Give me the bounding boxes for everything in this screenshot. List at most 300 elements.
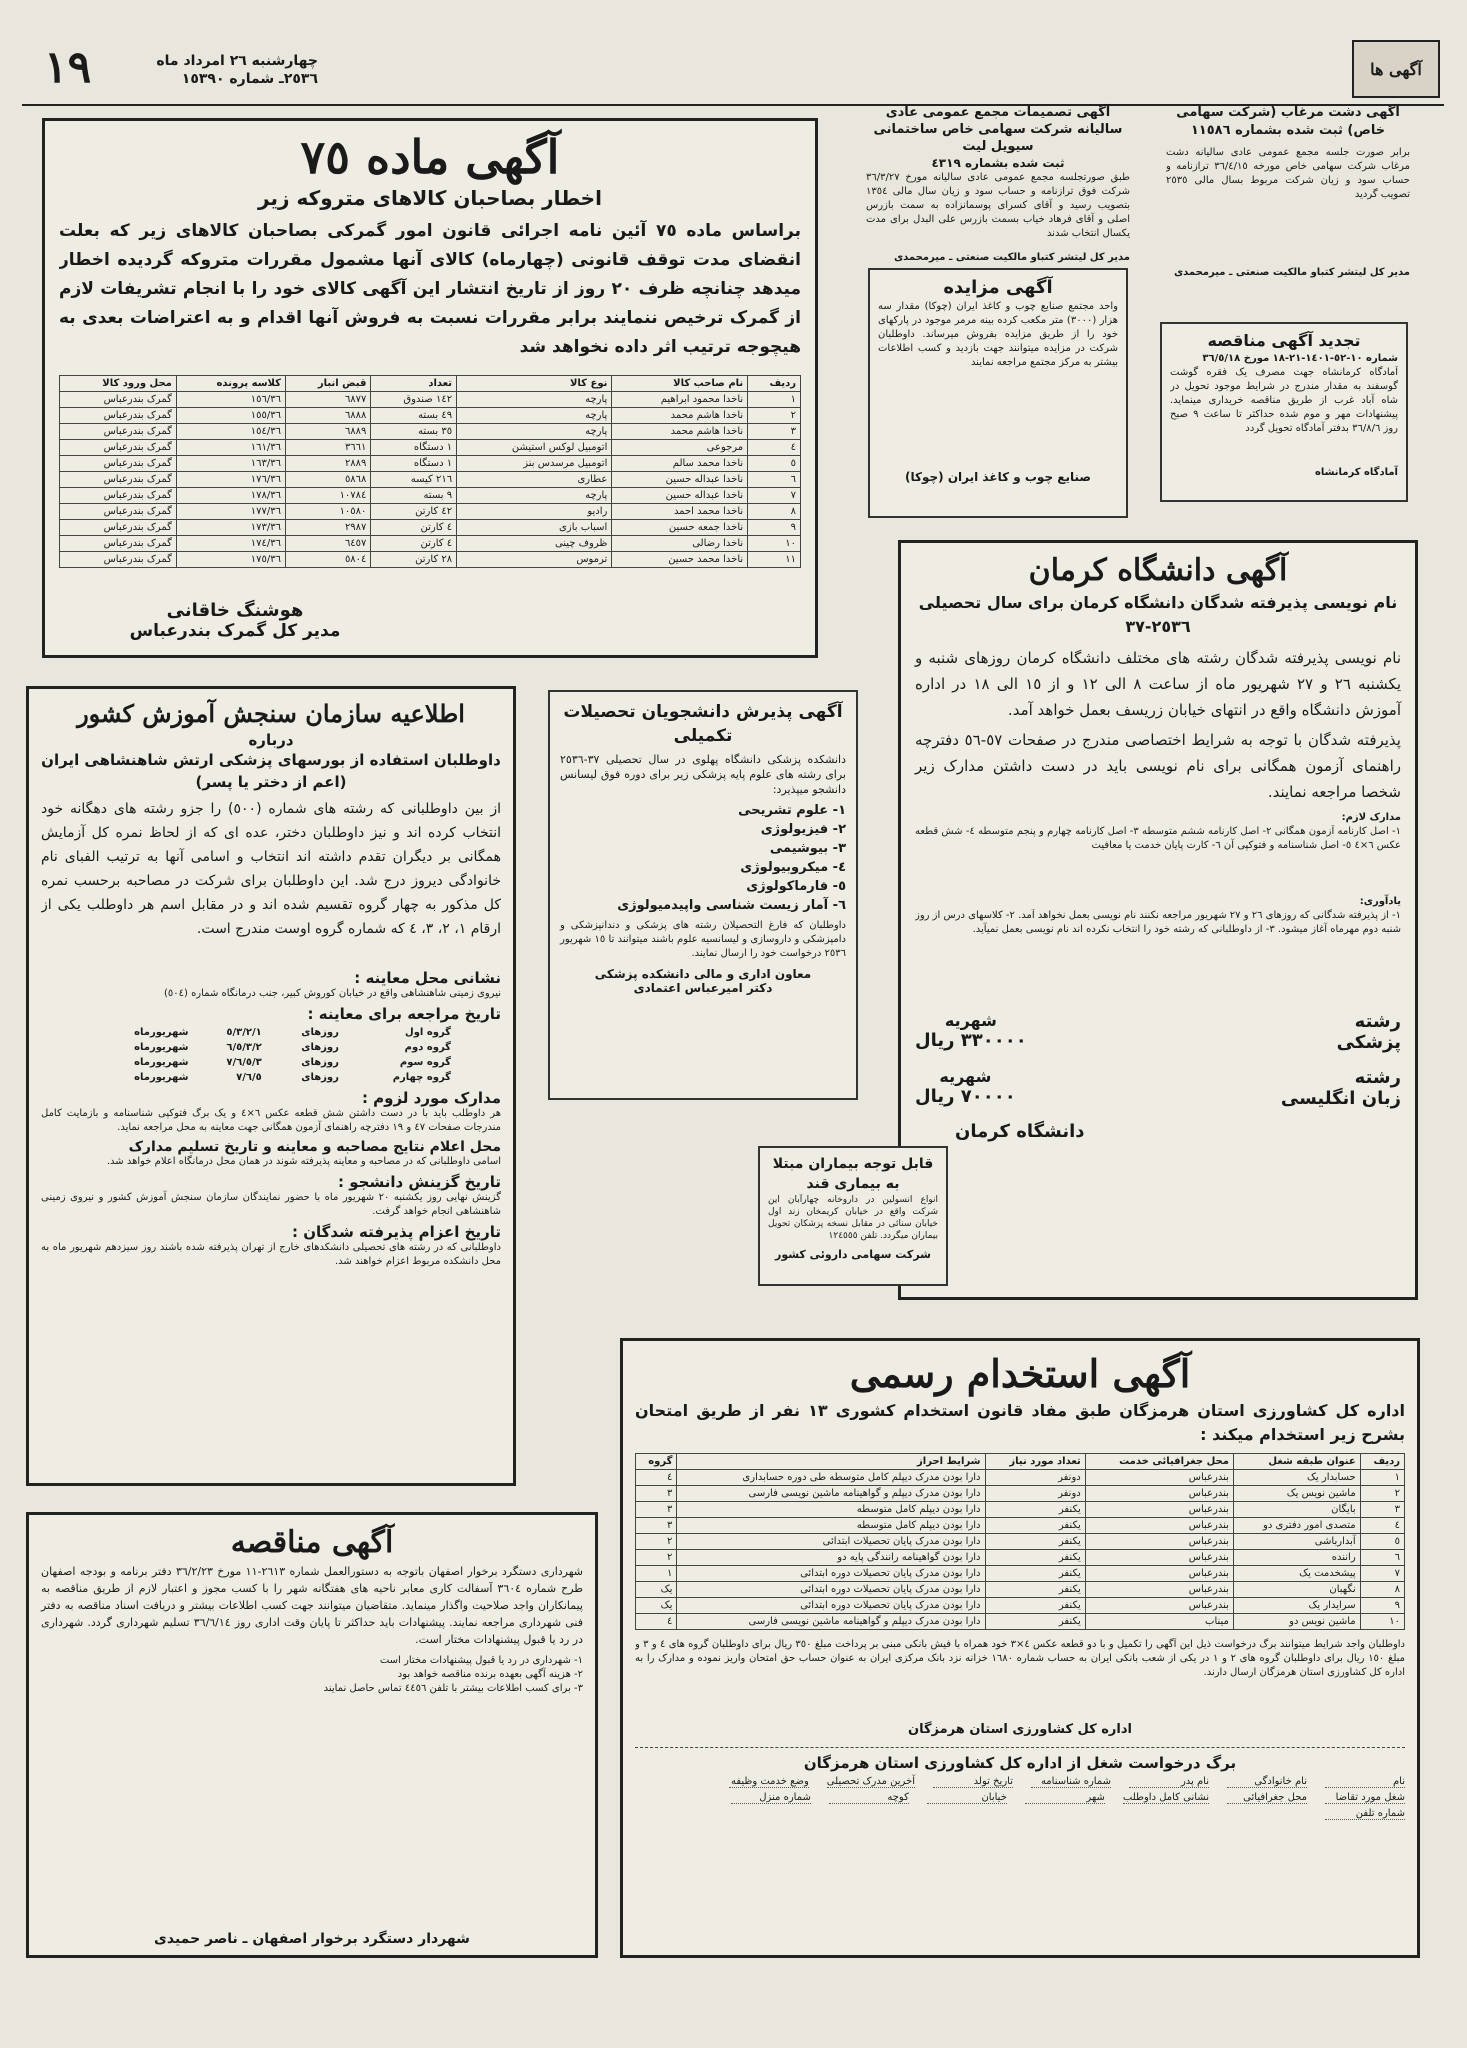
group-cell: شهریورماه [134, 1072, 189, 1083]
table-cell: گمرک بندرعباس [60, 536, 177, 552]
table-cell: ٢ [636, 1534, 677, 1550]
column-header: کلاسه پرونده [176, 376, 285, 392]
table-cell: ٣٥ بسته [371, 424, 457, 440]
table-cell: بندرعباس [1085, 1518, 1233, 1534]
sanjesh-dispatch-head: تاریخ اعزام پذیرفته شدگان : [292, 1223, 501, 1241]
signature-name: هوشنگ خاقانی [166, 600, 304, 621]
table-cell: ١٧٦/٣٦ [176, 472, 285, 488]
group-cell: روزهای [301, 1057, 339, 1068]
kerman-sign: دانشگاه کرمان [955, 1121, 1085, 1142]
dasht-morghab-title: آگهی دشت مرغاب (شرکت سهامی خاص) ثبت شده بشماره ١١٥٨٦ [1176, 105, 1400, 138]
table-cell: ٤٩ بسته [371, 408, 457, 424]
dasht-morghab-body: برابر صورت جلسه مجمع عمومی عادی سالیانه دشت مرغاب شرکت سهامی خاص مورخه ٣٦/٤/١٥ ترازنامه و حساب سود و زیان شرکت مربوط بسال مالی ٢٥٣٥ تصویب گردید [1166, 147, 1410, 200]
table-cell: گمرک بندرعباس [60, 440, 177, 456]
ad-75-table [59, 375, 801, 568]
table-cell: یک [636, 1598, 677, 1614]
table-cell: ١٧٨/٣٦ [176, 488, 285, 504]
table-cell: دارا بودن مدرک پایان تحصیلات دوره ابتدائی [677, 1566, 985, 1582]
table-cell: دارا بودن دیپلم کامل متوسطه [677, 1502, 985, 1518]
table-cell: حسابدار یک [1233, 1470, 1360, 1486]
table-cell: ١٥٦/٣٦ [176, 392, 285, 408]
table-cell: گمرک بندرعباس [60, 488, 177, 504]
table-cell: ٤ [636, 1470, 677, 1486]
table-cell: ١٠٧٨٤ [285, 488, 370, 504]
auction-body: واحد مجتمع صنایع چوب و کاغذ ایران (چوکا) مقدار سه هزار (٣٠٠٠) متر مکعب کرده بینه مرمر موجود در پارکهای خود را از طریق مزایده بفروش میرساند. داوطلبان شرکت در مزایده میتوانند جهت بازدید و کسب اطلاعات بیشتر به مرکز مجتمع مراجعه نمایند [878, 301, 1118, 368]
sanjesh-subtitle: داوطلبان استفاده از بورسهای پزشکی ارتش شاهنشاهی ایران (اعم از دختر یا پسر) [41, 751, 501, 791]
table-row [636, 1614, 1405, 1630]
table-cell: یکنفر [985, 1566, 1085, 1582]
section-logo [1352, 40, 1440, 98]
sanjesh-select-head: تاریخ گزینش دانشجو : [338, 1173, 501, 1191]
sanjesh-groups-table [87, 1025, 455, 1085]
date-line [118, 52, 318, 88]
kerman-para2: پذیرفته شدگان با توجه به شرایط اختصاصی مندرج در صفحات ٥٧-٥٦ دفترچه راهنمای آزمون همگانی برای نام نویسی باید در دست داشتن مدارک زیر شخصا مراجعه نمایند. [915, 731, 1401, 801]
field-name: زبان انگلیسی [1280, 1088, 1401, 1109]
table-cell: ماشین نویس یک [1233, 1486, 1360, 1502]
table-cell: ٣ [636, 1486, 677, 1502]
fee-value: ٧٠٠٠٠ ریال [915, 1086, 1016, 1107]
kerman-docs: ١- اصل کارنامه آزمون همگانی ٢- اصل کارنامه ششم متوسطه ٣- اصل کارنامه چهارم و پنجم متوسطه ٤- شش قطعه عکس ٦×٤ ٥- اصل شناسنامه و فتوکپی آن ٦- کارت پایان خدمت یا معافیت [915, 826, 1401, 851]
table-cell: بندرعباس [1085, 1598, 1233, 1614]
table-cell: گمرک بندرعباس [60, 424, 177, 440]
sanjesh-place-head: نشانی محل معاینه : [354, 969, 501, 987]
table-row [636, 1534, 1405, 1550]
table-cell: گمرک بندرعباس [60, 504, 177, 520]
ad-75-body: براساس ماده ٧٥ آئین نامه اجرائی قانون امور گمرکی بصاحبان کالاهای زیر که بعلت انقضای مدت توقف قانونی (چهارماه) کالای آنها مشمول مقررات متروکه گردیده اخطار میدهد چنانچه ظرف ٢٠ روز از تاریخ انتشار این آگهی کالای خود را با انجام تشریفات لازم از گمرک ترخیص ننمایند برابر مقررات نسبت به فروش آنها اقدام و به اعتراضات بعدی به هیچوجه ترتیب اثر داده نخواهد شد [59, 221, 801, 357]
group-cell: ٧/٦/٥/٣ [226, 1057, 262, 1068]
table-row [636, 1550, 1405, 1566]
group-cell: ٥/٣/٢/١ [226, 1027, 262, 1038]
table-cell: ناخدا جمعه حسین [612, 520, 748, 536]
table-cell: دونفر [985, 1486, 1085, 1502]
table-cell: دارا بودن مدرک دیپلم کامل متوسطه طی دوره حسابداری [677, 1470, 985, 1486]
form-field-label: شماره تلفن [1325, 1808, 1405, 1820]
table-cell: ١٧٥/٣٦ [176, 552, 285, 568]
pahlavi-body-2: داوطلبان که فارغ التحصیلان رشته های پزشکی و دندانپزشکی و دامپزشکی و داروسازی و لیسانسیه علوم باشند میتوانند تا ١٥ شهریور ٢٥٣٦ درخواست خود را ارسال نمایند. [560, 920, 846, 959]
table-cell: ٩ [748, 520, 801, 536]
column-header: ردیف [1360, 1454, 1404, 1470]
table-row [636, 1486, 1405, 1502]
column-header: قبض انبار [285, 376, 370, 392]
form-field-label: شغل مورد تقاضا [1325, 1792, 1405, 1804]
hiring-notice [620, 1338, 1420, 1958]
table-cell: دارا بودن مدرک پایان تحصیلات دوره ابتدائی [677, 1582, 985, 1598]
table-cell: ١٥٥/٣٦ [176, 408, 285, 424]
kerman-notes: ١- از پذیرفته شدگانی که روزهای ٢٦ و ٢٧ شهریور مراجعه نکنند نام نویسی بعمل نخواهد آمد. ٢- کلاسهای درس از روز شنبه دوم مهرماه آغاز میشود. ٣- از داوطلبانی که رشته خود را انتخاب نکرده اند نام نویسی بعمل نمیآید. [915, 910, 1401, 935]
table-cell: بندرعباس [1085, 1502, 1233, 1518]
column-header: محل جغرافیائی خدمت [1085, 1454, 1233, 1470]
table-row [60, 520, 801, 536]
table-cell: ٤ کارتن [371, 520, 457, 536]
kerman-subtitle: نام نویسی پذیرفته شدگان دانشگاه کرمان برای سال تحصیلی ٢٥٣٦-٣٧ [918, 593, 1398, 636]
field-label: رشته [1354, 1067, 1401, 1088]
diabetes-sign: شرکت سهامی داروئی کشور [774, 1248, 931, 1261]
table-cell: پارچه [457, 488, 612, 504]
form-field-label: خیابان [927, 1792, 1007, 1804]
form-field-label: نام خانوادگی [1227, 1776, 1307, 1788]
column-header: عنوان طبقه شغل [1233, 1454, 1360, 1470]
table-cell: ١٦٣/٣٦ [176, 456, 285, 472]
sanjesh-docs-head: مدارک مورد لزوم : [361, 1089, 501, 1107]
table-cell: گمرک بندرعباس [60, 392, 177, 408]
table-cell: گمرک بندرعباس [60, 520, 177, 536]
table-cell: ٣ [636, 1502, 677, 1518]
form-field-label: شماره منزل [731, 1792, 811, 1804]
table-cell: یکنفر [985, 1518, 1085, 1534]
table-cell: بندرعباس [1085, 1470, 1233, 1486]
table-cell: ناخدا محمود ابراهیم [612, 392, 748, 408]
table-cell: ناخدا عبداله حسین [612, 472, 748, 488]
group-row [87, 1070, 455, 1085]
signature-title: مدیر کل گمرک بندرعباس [129, 621, 341, 641]
table-cell: سرایدار یک [1233, 1598, 1360, 1614]
pahlavi-sign-role: معاون اداری و مالی دانشکده پزشکی [594, 967, 812, 981]
form-field-label: شهر [1025, 1792, 1105, 1804]
civil-lit-body: طبق صورتجلسه مجمع عمومی عادی سالیانه مورخ ٣٦/٣/٢٧ شرکت فوق ترازنامه و حساب سود و زیان سال مالی ١٣٥٤ بتصویب رسید و آقای کسرای پوسمانزاده به سمت بازرس اصلی و آقای فرهاد خیاب بسمت بازرس علی البدل برای مدت یکسال انتخاب شدند [866, 172, 1130, 239]
table-row [60, 392, 801, 408]
table-cell: دارا بودن مدرک پایان تحصیلات دوره ابتدائی [677, 1598, 985, 1614]
table-header-row [60, 376, 801, 392]
date-line-2: ٢٥٣٦ـ شماره ١٥٣٩٠ [181, 71, 318, 87]
kerman-notes-head: یادآوری: [1359, 896, 1401, 907]
table-cell: یکنفر [985, 1582, 1085, 1598]
form-field-label: آخرین مدرک تحصیلی [826, 1776, 915, 1787]
table-cell: ٥٨٠٤ [285, 552, 370, 568]
fee-label: شهریه [944, 1011, 997, 1030]
table-row [60, 488, 801, 504]
dasht-morghab-sign: مدیر کل لیتشر کتباو مالکیت صنعتی ـ میرمحمدی [1173, 267, 1410, 278]
table-cell: ٥٨٦٨ [285, 472, 370, 488]
column-header: محل ورود کالا [60, 376, 177, 392]
sanjesh-place: نیروی زمینی شاهنشاهی واقع در خیابان کوروش کبیر، جنب درمانگاه شماره (٥٠٤) [163, 988, 501, 999]
kerman-fees [915, 1011, 1401, 1109]
table-cell: ١٧٧/٣٦ [176, 504, 285, 520]
table-cell: ١٧٣/٣٦ [176, 520, 285, 536]
table-cell: ١٧٤/٣٦ [176, 536, 285, 552]
tender-renew-ref: شماره ١٠-٥٢-١٤٠١-٢١-١٨ مورخ ٣٦/٥/١٨ [1202, 353, 1398, 364]
hiring-table [635, 1453, 1405, 1630]
list-item: ١- شهرداری در رد یا قبول پیشنهادات مختار است [379, 1655, 583, 1666]
kerman-docs-head: مدارک لازم: [1341, 812, 1401, 823]
group-cell: گروه دوم [404, 1042, 451, 1053]
table-cell: گمرک بندرعباس [60, 552, 177, 568]
civil-lit-subtitle: ثبت شده بشماره ٤٣١٩ [931, 156, 1065, 170]
table-cell: ٣٦٦١ [285, 440, 370, 456]
table-cell: ١ [748, 392, 801, 408]
kerman-para1: نام نویسی پذیرفته شدگان رشته های مختلف دانشگاه کرمان روزهای شنبه و یکشنبه ٢٦ و ٢٧ شهریور ماه از ساعت ٨ الی ١٢ و از ١٥ الی ١٨ در اداره آموزش دانشگاه واقع در انتهای خیابان زریسف بعمل خواهد آمد. [915, 649, 1402, 719]
masthead [22, 38, 1444, 106]
ad-75 [42, 118, 818, 658]
table-cell: گمرک بندرعباس [60, 408, 177, 424]
table-cell: ٦ [1360, 1550, 1404, 1566]
table-cell: ٤ [1360, 1518, 1404, 1534]
field-label: رشته [1354, 1011, 1401, 1032]
sanjesh-docs: هر داوطلب باید با در دست داشتن شش قطعه عکس ٦×٤ و یک برگ فتوکپی شناسنامه و بازمایت کامل مندرجات صفحات ٤٧ و ١٩ دفترچه راهنمای آزمون همگانی جهت معاینه به محل مراجعه نماید. [41, 1108, 501, 1133]
table-cell: ٩ [1360, 1598, 1404, 1614]
table-cell: ٧ [1360, 1566, 1404, 1582]
table-cell: ١١ [748, 552, 801, 568]
dastgerd-sign: شهردار دستگرد برخوار اصفهان ـ ناصر حمیدی [154, 1931, 470, 1947]
table-cell: آبدارباشی [1233, 1534, 1360, 1550]
fee-value: ٣٣٠٠٠٠ ریال [915, 1030, 1027, 1051]
column-header: گروه [636, 1454, 677, 1470]
column-header: نام صاحب کالا [612, 376, 748, 392]
table-cell: ناخدا محمد احمد [612, 504, 748, 520]
table-cell: عطاری [457, 472, 612, 488]
hiring-intro: اداره کل کشاورزی استان هرمزگان طبق مفاد قانون استخدام کشوری ١٣ نفر از طریق امتحان بشرح زیر استخدام میکند : [635, 1401, 1405, 1444]
dastgerd-tender-notice [26, 1512, 598, 1958]
group-cell: روزهای [301, 1042, 339, 1053]
column-header: شرایط احراز [677, 1454, 985, 1470]
civil-lit-title: آگهی تصمیمات مجمع عمومی عادی سالیانه شرکت سهامی خاص ساختمانی سیویل لیت [873, 105, 1123, 154]
table-cell: دارا بودن دیپلم کامل متوسطه [677, 1518, 985, 1534]
auction-notice [868, 268, 1128, 518]
tender-renew-sign: آمادگاه کرمانشاه [1314, 467, 1398, 478]
sanjesh-body: از بین داوطلبانی که رشته های شماره (٥٠٠) را جزو رشته های دهگانه خود انتخاب کرده اند و نیز داوطلبان دختر، عده ای که از لحاظ نمره کل آزمایش همگانی بر دیگران تقدم داشته اند انتخاب و اسامی آنها به ترتیب الفبای نام خانوادگی دیروز درج شد. این داوطلبان برای شرکت در مصاحبه برحسب نمره کل مذکور به چهار گروه تقسیم شده اند و در مقابل اسم هر داوطلب یکی از ارقام ١، ٢، ٣، ٤ که شماره گروه اوست مندرج است. [41, 801, 501, 937]
table-cell: ٥ [1360, 1534, 1404, 1550]
table-cell: یکنفر [985, 1598, 1085, 1614]
table-row [636, 1582, 1405, 1598]
hiring-title: آگهی استخدام رسمی [849, 1351, 1191, 1396]
table-cell: ٦ [748, 472, 801, 488]
table-cell: یکنفر [985, 1502, 1085, 1518]
table-cell: پارچه [457, 408, 612, 424]
form-field-label: تاریخ تولد [933, 1776, 1013, 1788]
date-line-1: چهارشنبه ٢٦ امرداد ماه [156, 53, 318, 69]
table-cell: بایگان [1233, 1502, 1360, 1518]
auction-sign: صنایع چوب و کاغذ ایران (چوکا) [905, 470, 1091, 484]
table-cell: ناخدا عبداله حسین [612, 488, 748, 504]
table-cell: ١٠ [748, 536, 801, 552]
table-cell: ٧ [748, 488, 801, 504]
sanjesh-select: گزینش نهایی روز یکشنبه ٢٠ شهریور ماه با حضور نمایندگان سازمان سنجش آموزش کشور و نیروی زمینی شاهنشاهی انجام خواهد گرفت. [41, 1192, 501, 1217]
table-cell: ٩ بسته [371, 488, 457, 504]
table-cell: ناخدا محمد حسین [612, 552, 748, 568]
table-cell: بندرعباس [1085, 1550, 1233, 1566]
hiring-form-title: برگ درخواست شغل از اداره کل کشاورزی استان هرمزگان [635, 1747, 1405, 1772]
pahlavi-title: آگهی پذیرش دانشجویان تحصیلات تکمیلی [563, 702, 843, 746]
sanjesh-dispatch: داوطلبانی که در رشته های تحصیلی دانشکدهای خارج از تهران پذیرفته شده باشند روز سیزدهم شهریور ماه به محل دانشکده مربوط اعزام خواهند شد. [41, 1242, 501, 1267]
pahlavi-sign-name: دکتر امیرعباس اعتمادی [633, 981, 773, 995]
table-cell: ٢ [1360, 1486, 1404, 1502]
table-cell: ١ دستگاه [371, 440, 457, 456]
table-cell: راننده [1233, 1550, 1360, 1566]
form-field-label: کوچه [829, 1792, 909, 1804]
table-cell: دونفر [985, 1470, 1085, 1486]
dasht-morghab-notice [1158, 100, 1418, 300]
table-cell: ٢ [636, 1550, 677, 1566]
kerman-field-2 [915, 1067, 1401, 1109]
table-cell: ٢٩٨٧ [285, 520, 370, 536]
kerman-title: آگهی دانشگاه کرمان [1028, 553, 1288, 588]
table-cell: نگهبان [1233, 1582, 1360, 1598]
table-cell: ناخدا رضالی [612, 536, 748, 552]
hiring-sign: اداره کل کشاورزی استان هرمزگان [908, 1722, 1132, 1737]
group-cell: شهریورماه [134, 1027, 189, 1038]
list-item: ١- علوم تشریحی [738, 803, 846, 818]
diabetes-notice [758, 1146, 948, 1286]
table-cell: ٤ [636, 1614, 677, 1630]
pahlavi-admission-notice [548, 690, 858, 1100]
tender-renew-body: آمادگاه کرمانشاه جهت مصرف یک فقره گوشت گوسفند به مقدار مندرج در شرایط موجود تحویل در شاه آباد غرب از طریق مناقصه خریداری مینماید. پیشنهادات مهر و موم شده حداکثر تا ساعت ٩ صبح روز ٣٦/٨/٦ بدفتر آمادگاه تحویل گردد [1170, 367, 1398, 434]
diabetes-body: انواع انسولین در داروخانه چهارآبان این شرکت واقع در خیابان کریمخان زند اول خیابان سنائی در مقابل نسخه پزشکان تحویل بیماران میگردد. تلفن ١٢٤٥٥٥ [768, 1195, 938, 1241]
table-cell: اتومبیل لوکس استیشن [457, 440, 612, 456]
column-header: نوع کالا [457, 376, 612, 392]
kerman-university-notice [898, 540, 1418, 1300]
group-cell: شهریورماه [134, 1057, 189, 1068]
table-cell: ٦٨٧٧ [285, 392, 370, 408]
table-cell: ٣ [748, 424, 801, 440]
table-row [636, 1598, 1405, 1614]
sanjesh-title: اطلاعیه سازمان سنجش آموزش کشور [77, 699, 465, 728]
table-cell: دارا بودن مدرک دیپلم و گواهینامه ماشین نویسی فارسی [677, 1614, 985, 1630]
ad-75-signature [85, 600, 385, 641]
page-number: ١٩ [44, 42, 92, 93]
table-cell: یک [636, 1582, 677, 1598]
ad-75-subtitle: اخطار بصاحبان کالاهای متروکه زیر [258, 186, 602, 210]
table-cell: گمرک بندرعباس [60, 456, 177, 472]
table-row [60, 440, 801, 456]
sanjesh-notice [26, 686, 516, 1486]
table-cell: پارچه [457, 424, 612, 440]
table-row [60, 552, 801, 568]
table-row [636, 1470, 1405, 1486]
ad-75-title: آگهی ماده ٧٥ [300, 130, 560, 184]
table-cell: میناب [1085, 1614, 1233, 1630]
table-cell: متصدی امور دفتری دو [1233, 1518, 1360, 1534]
table-cell: ١٥٤/٣٦ [176, 424, 285, 440]
group-cell: شهریورماه [134, 1042, 189, 1053]
table-cell: ٣ [1360, 1502, 1404, 1518]
table-row [60, 504, 801, 520]
table-row [636, 1502, 1405, 1518]
table-cell: ١٦١/٣٦ [176, 440, 285, 456]
table-cell: دارا بودن گواهینامه رانندگی پایه دو [677, 1550, 985, 1566]
group-row [87, 1025, 455, 1040]
form-field-label: نام پدر [1129, 1776, 1209, 1788]
table-cell: گمرک بندرعباس [60, 472, 177, 488]
table-cell: بندرعباس [1085, 1486, 1233, 1502]
list-item: ٦- آمار زیست شناسی واپیدمیولوژی [617, 898, 846, 913]
table-cell: پیشخدمت یک [1233, 1566, 1360, 1582]
list-item: ٢- فیزیولوژی [760, 822, 846, 837]
table-cell: ٤ [748, 440, 801, 456]
group-cell: ٧/٦/٥ [236, 1072, 262, 1083]
form-field-label: نشانی کامل داوطلب [1122, 1792, 1209, 1803]
section-logo-text: آگهی ها [1370, 59, 1422, 79]
dastgerd-title: آگهی مناقصه [230, 1525, 394, 1560]
table-cell: ٥ [748, 456, 801, 472]
table-cell: ٤ کارتن [371, 536, 457, 552]
table-cell: ١٤٢ صندوق [371, 392, 457, 408]
form-field-label: محل جغرافیائی [1227, 1792, 1307, 1804]
table-cell: اتومبیل مرسدس بنز [457, 456, 612, 472]
table-row [60, 408, 801, 424]
table-row [60, 472, 801, 488]
table-header-row [636, 1454, 1405, 1470]
table-cell: اسباب بازی [457, 520, 612, 536]
table-cell: ماشین نویس دو [1233, 1614, 1360, 1630]
pahlavi-items [560, 801, 846, 915]
table-row [636, 1566, 1405, 1582]
dastgerd-body: شهرداری دستگرد برخوار اصفهان باتوجه به دستورالعمل شماره ٢٦١٣-١١ مورخ ٣٦/٢/٢٣ دفتر برنامه و بودجه اصفهان طرح شماره ٣٦٠٤ آسفالت کاری معابر ناحیه های هفتگانه شهر را با کسب مجوز و اعتبار لازم از طریق مناقصه به پیمانکاران واجد صلاحیت واگذار مینماید. متقاضیان میتوانند جهت کسب اطلاعات بیشتر و دریافت اسناد مناقصه به دفتر فنی شهرداری مراجعه نمایند. پیشنهادات باید حداکثر تا پایان وقت اداری روز ٣٦/٦/١٤ تسلیم شهرداری گردد. شهرداری در رد یا قبول پیشنهادات مختار است. [41, 1565, 584, 1646]
group-cell: روزهای [301, 1072, 339, 1083]
table-cell: یکنفر [985, 1614, 1085, 1630]
table-cell: ٦٨٨٨ [285, 408, 370, 424]
dastgerd-list [41, 1654, 583, 1696]
table-cell: ٨ [1360, 1582, 1404, 1598]
list-item: ٤- میکروبیولوژی [740, 860, 846, 875]
table-row [60, 424, 801, 440]
table-cell: بندرعباس [1085, 1582, 1233, 1598]
table-cell: رادیو [457, 504, 612, 520]
column-header: ردیف [748, 376, 801, 392]
table-cell: مرجوعی [612, 440, 748, 456]
table-cell: پارچه [457, 392, 612, 408]
table-row [60, 456, 801, 472]
civil-lit-notice [858, 100, 1138, 263]
form-field-label: نام [1325, 1776, 1405, 1788]
hiring-form [635, 1776, 1405, 1820]
group-cell: گروه اول [405, 1027, 451, 1038]
table-cell: ٣ [636, 1518, 677, 1534]
tender-renew-title: تجدید آگهی مناقصه [1207, 331, 1361, 350]
table-cell: ١ [636, 1566, 677, 1582]
table-row [60, 536, 801, 552]
kerman-field-1 [915, 1011, 1401, 1053]
list-item: ٢- هزینه آگهی بعهده برنده مناقصه خواهد بود [397, 1669, 583, 1680]
table-cell: ٤٢ کارتن [371, 504, 457, 520]
column-header: تعداد [371, 376, 457, 392]
group-row [87, 1040, 455, 1055]
table-cell: ٦٤٥٧ [285, 536, 370, 552]
sanjesh-about: درباره [248, 731, 294, 749]
sanjesh-results: اسامی داوطلبانی که در مصاحبه و معاینه پذیرفته شوند در همان محل درمانگاه اعلام خواهد شد. [106, 1156, 501, 1167]
table-cell: ٢ [748, 408, 801, 424]
hiring-body: داوطلبان واجد شرایط میتوانند برگ درخواست ذیل این آگهی را تکمیل و با دو قطعه عکس ٤×٣ خود همراه با فیش بانکی مبنی بر پرداخت مبلغ ٣٥٠ ریال برای داوطلبان گروه های ٤ و ٣ و مبلغ ١٥٠ ریال برای داوطلبان گروه های ٢ و ١ در یکی از شعب بانکی ایران به حساب شماره ١٦٨٠ خزانه نزد بانک مرکزی ایران به عنوان حساب حق امتحان واریز نموده و مدارک را به اداره کل کشاورزی استان هرمزگان ارسال دارند. [635, 1639, 1405, 1678]
table-cell: یکنفر [985, 1550, 1085, 1566]
table-cell: بندرعباس [1085, 1566, 1233, 1582]
table-cell: ناخدا هاشم محمد [612, 424, 748, 440]
list-item: ٣- برای کسب اطلاعات بیشتر با تلفن ٤٤٥٦ تماس حاصل نمایند [323, 1683, 583, 1694]
civil-lit-sign: مدیر کل لیتشر کتباو مالکیت صنعتی ـ میرمحمدی [893, 252, 1130, 263]
diabetes-title: قابل توجه بیماران مبتلا به بیماری قند [772, 1156, 934, 1192]
group-row [87, 1055, 455, 1070]
sanjesh-dates-head: تاریخ مراجعه برای معاینه : [307, 1005, 501, 1023]
pahlavi-body: دانشکده پزشکی دانشگاه پهلوی در سال تحصیلی ٣٧-٢٥٣٦ برای رشته های علوم پایه پزشکی زیر برای دوره فوق لیسانس دانشجو میپذیرد: [560, 753, 846, 796]
fee-label: شهریه [939, 1067, 992, 1086]
table-cell: ١ دستگاه [371, 456, 457, 472]
table-cell: ٢٨٨٩ [285, 456, 370, 472]
group-cell: ٦/٥/٣/٢ [226, 1042, 262, 1053]
list-item: ٥- فارماکولوژی [746, 879, 846, 894]
list-item: ٣- بیوشیمی [769, 841, 846, 856]
form-field-label: وضع خدمت وظیفه [729, 1776, 809, 1788]
table-row [636, 1518, 1405, 1534]
table-cell: ناخدا هاشم محمد [612, 408, 748, 424]
table-cell: بندرعباس [1085, 1534, 1233, 1550]
table-cell: ٢٨ کارتن [371, 552, 457, 568]
table-cell: ٢١٦ کیسه [371, 472, 457, 488]
table-cell: دارا بودن مدرک پایان تحصیلات ابتدائی [677, 1534, 985, 1550]
sanjesh-results-head: محل اعلام نتایج مصاحبه و معاینه و تاریخ تسلیم مدارک [128, 1139, 501, 1155]
field-name: پزشکی [1336, 1032, 1401, 1053]
form-field-label: شماره شناسنامه [1031, 1776, 1111, 1788]
auction-title: آگهی مزایده [943, 277, 1053, 298]
table-cell: ١٠ [1360, 1614, 1404, 1630]
table-cell: ٦٨٨٩ [285, 424, 370, 440]
table-cell: ناخدا محمد سالم [612, 456, 748, 472]
